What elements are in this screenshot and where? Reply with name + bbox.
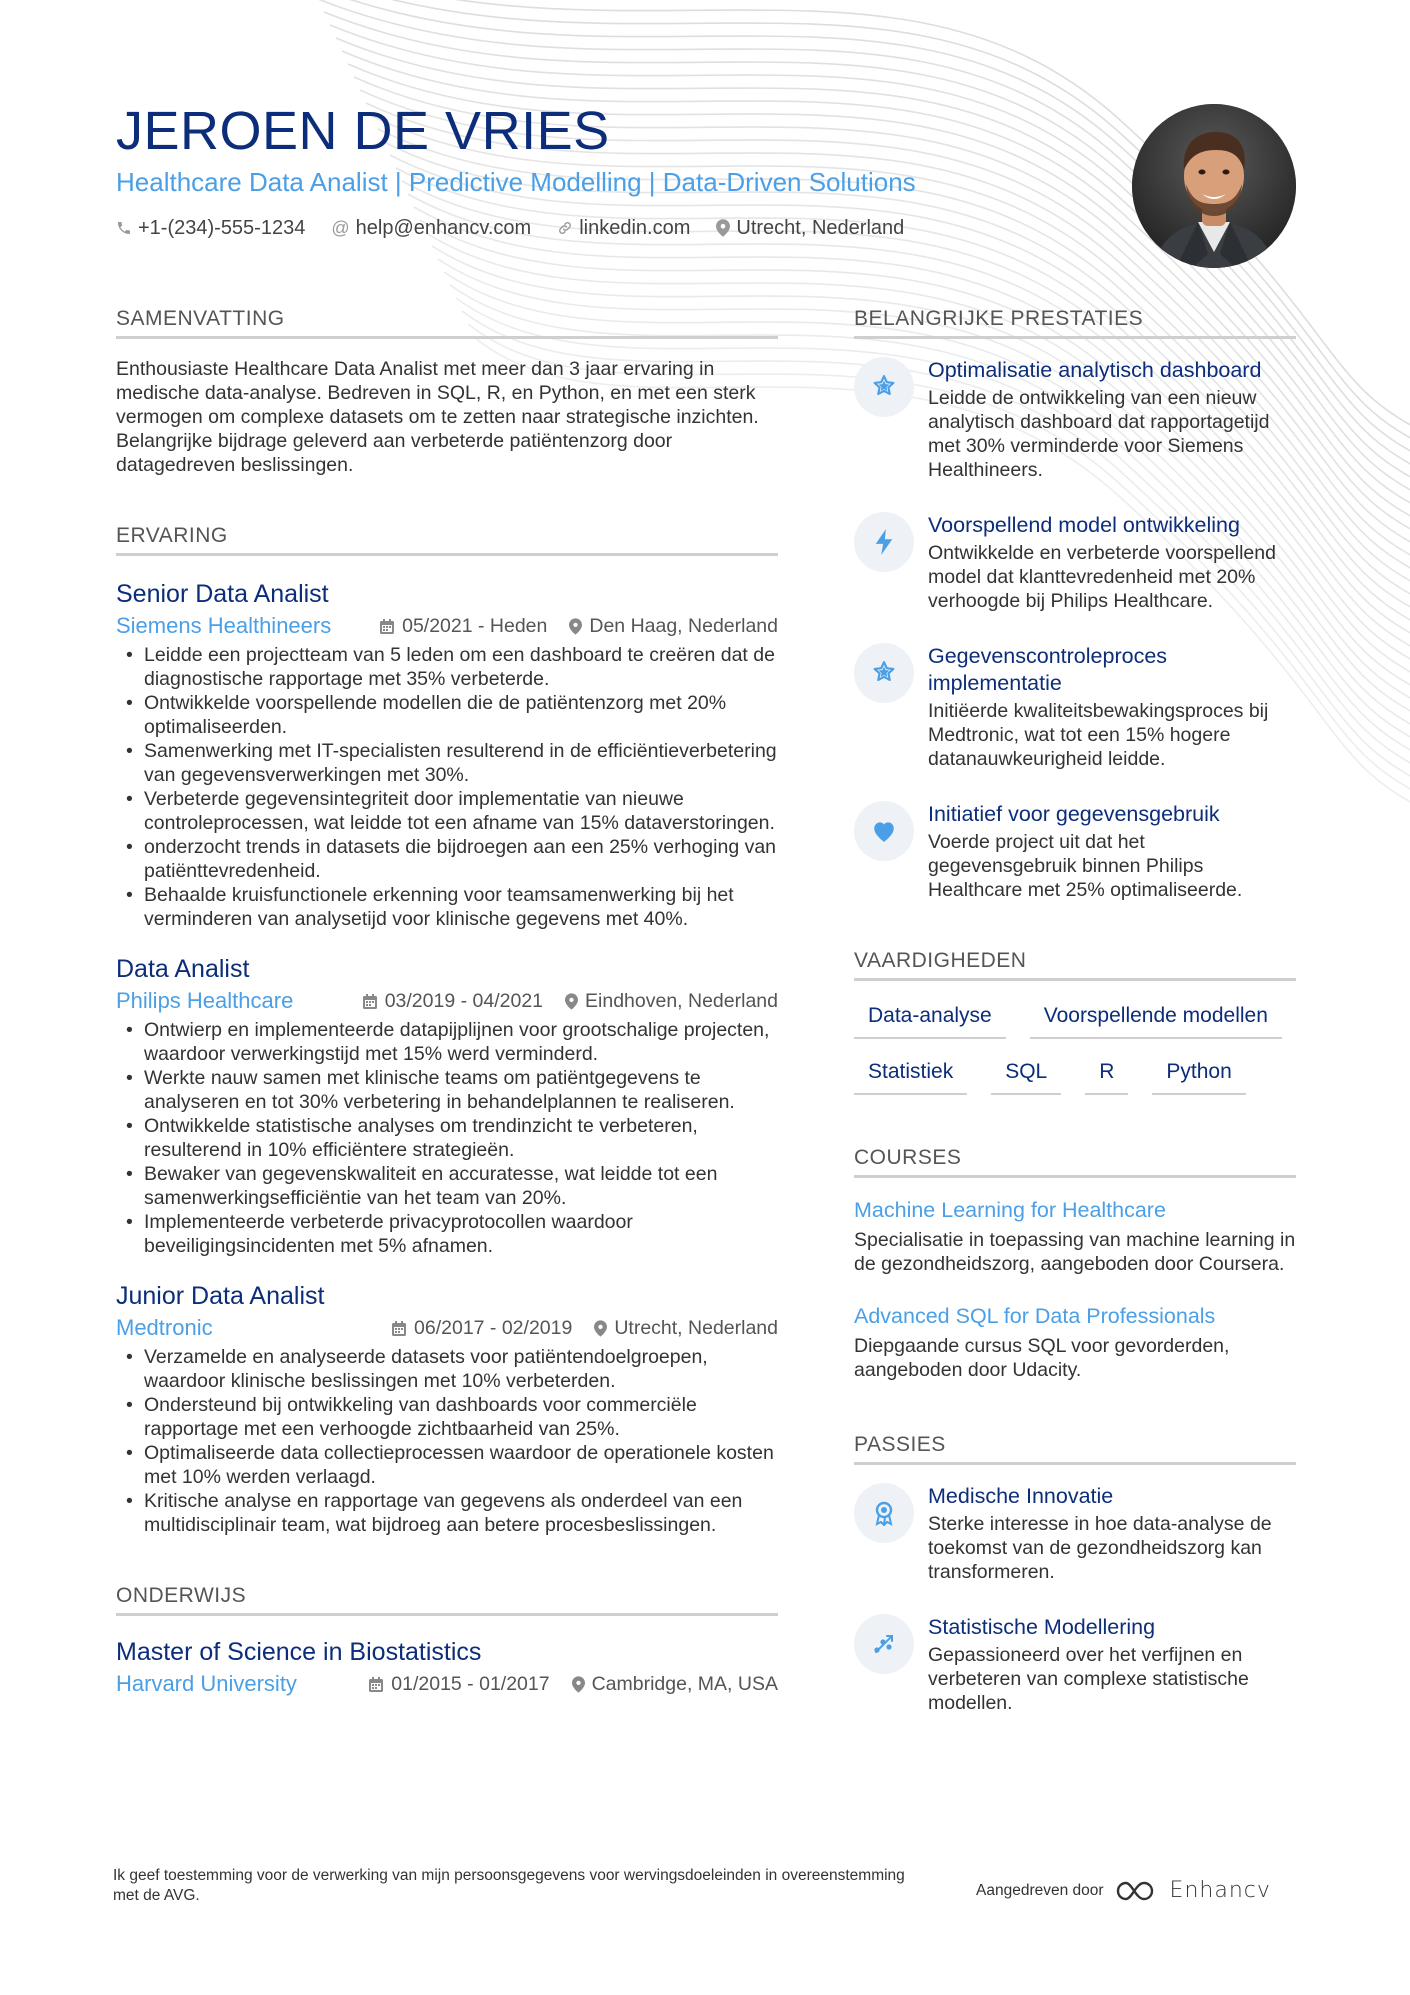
- job-location: [565, 988, 778, 1014]
- job-meta: [116, 988, 778, 1014]
- skills-section: [854, 948, 1296, 1095]
- calendar-icon: [368, 1676, 384, 1693]
- phone-text: +1-(234)-555-1234: [138, 217, 306, 239]
- passion-title: Medische Innovatie: [928, 1484, 1114, 1508]
- courses-heading: COURSES: [854, 1145, 1296, 1178]
- achievement-title: Initiatief voor gegevensgebruik: [928, 802, 1220, 826]
- award-icon: [854, 1483, 914, 1543]
- company-name: Philips Healthcare: [116, 988, 294, 1013]
- passions-heading: PASSIES: [854, 1432, 1296, 1465]
- summary-section: [116, 306, 778, 477]
- skill-tag: Data-analyse: [854, 1003, 1006, 1039]
- resume-header: [116, 98, 1116, 242]
- calendar-icon: [391, 1320, 407, 1337]
- bullet-item: • Kritische analyse en rapportage van gegevens als onderdeel van een multidisciplinair team, wat bijdroeg aan betere procesbeslissingen.: [116, 1489, 778, 1537]
- achievement-desc: Voerde project uit dat het gegevensgebruik binnen Philips Healthcare met 25% optimaliseerde.: [928, 831, 1243, 901]
- contact-location: [716, 214, 904, 242]
- calendar-icon: [362, 993, 378, 1010]
- achievement-desc: Initiëerde kwaliteitsbewakingsproces bij Medtronic, wat tot een 15% hogere datanauwkeurigheid leidde.: [928, 700, 1269, 770]
- experience-section: [116, 523, 778, 1537]
- location-pin-icon: [716, 219, 730, 237]
- star-badge-icon: [854, 357, 914, 417]
- contact-bar: [116, 214, 1116, 242]
- powered-by: [976, 1878, 1271, 1903]
- achievement-body: [928, 643, 1296, 771]
- degree-title: Master of Science in Biostatistics: [116, 1638, 482, 1666]
- phone-icon: [116, 220, 132, 236]
- bullet-item: • Ontwikkelde voorspellende modellen die de patiëntenzorg met 20% optimaliseerden.: [116, 691, 778, 739]
- location-text: Utrecht, Nederland: [614, 1317, 778, 1339]
- bullet-item: • Verzamelde en analyseerde datasets voor patiëntendoelgroepen, waardoor klinische beslissingen met 10% verbeterden.: [116, 1345, 778, 1393]
- job-title: Junior Data Analist: [116, 1282, 325, 1310]
- summary-text: Enthousiaste Healthcare Data Analist met meer dan 3 jaar ervaring in medische data-analyse. Bedreven in SQL, R, en Python, en met een sterk vermogen om complexe datasets om te zetten naar strategische inzichten. Belangrijke bijdrage geleverd aan verbeterde patiëntenzorg door datagedreven beslissingen.: [116, 358, 759, 476]
- experience-heading: ERVARING: [116, 523, 778, 556]
- location-pin-icon: [594, 1320, 607, 1337]
- candidate-name: JEROEN DE VRIES: [116, 101, 610, 161]
- achievement-body: [928, 357, 1296, 482]
- education-location: [572, 1671, 778, 1697]
- skills-heading: VAARDIGHEDEN: [854, 948, 1296, 981]
- education-heading: ONDERWIJS: [116, 1583, 778, 1616]
- summary-heading: SAMENVATTING: [116, 306, 778, 339]
- job-bullets: [116, 643, 778, 931]
- bullet-item: • Verbeterde gegevensintegriteit door implementatie van nieuwe controleprocessen, wat leidde tot een afname van 15% dataverstoringen.: [116, 787, 778, 835]
- dates-text: 03/2019 - 04/2021: [384, 990, 544, 1012]
- achievements-heading: BELANGRIJKE PRESTATIES: [854, 306, 1296, 339]
- job-bullets: [116, 1018, 778, 1258]
- contact-phone: [116, 214, 305, 242]
- passion-desc: Sterke interesse in hoe data-analyse de toekomst van de gezondheidszorg kan transformeren.: [928, 1513, 1272, 1583]
- achievement-desc: Leidde de ontwikkeling van een nieuw analytisch dashboard dat rapportagetijd met 30% verminderde voor Siemens Healthineers.: [928, 387, 1270, 481]
- bullet-item: • Ontwierp en implementeerde datapijplijnen voor grootschalige projecten, waardoor verwerkingstijd met 15% werd verminderd.: [116, 1018, 778, 1066]
- course-desc: Specialisatie in toepassing van machine learning in de gezondheidszorg, aangeboden door Coursera.: [854, 1229, 1296, 1275]
- contact-email[interactable]: [331, 214, 531, 242]
- left-column: [116, 306, 778, 1697]
- location-text: Cambridge, MA, USA: [591, 1673, 778, 1695]
- bullet-item: • Implementeerde verbeterde privacyprotocollen waardoor beveiligingsincidenten met 5% afnamen.: [116, 1210, 778, 1258]
- email-text[interactable]: help@enhancv.com: [355, 217, 532, 239]
- course-item: [854, 1302, 1296, 1382]
- company-name: Siemens Healthineers: [116, 613, 332, 638]
- bullet-item: • Ondersteund bij ontwikkeling van dashboards voor commerciële rapportage met een verhoogde zichtbaarheid van 25%.: [116, 1393, 778, 1441]
- powered-by-label: Aangedreven door: [976, 1881, 1104, 1899]
- courses-section: [854, 1145, 1296, 1382]
- skill-tag: R: [1085, 1059, 1128, 1095]
- job-dates: [379, 613, 547, 639]
- passions-section: [854, 1432, 1296, 1715]
- job-entry: [116, 578, 778, 931]
- dates-text: 05/2021 - Heden: [402, 615, 548, 637]
- education-entry: [116, 1636, 778, 1697]
- link-icon: [557, 220, 573, 236]
- passion-item: [854, 1483, 1296, 1584]
- job-meta: [116, 613, 778, 639]
- bullet-item: • Samenwerking met IT-specialisten resulterend in de efficiëntieverbetering van gegevensverwerkingen met 30%.: [116, 739, 778, 787]
- location-text: Eindhoven, Nederland: [585, 990, 778, 1012]
- job-dates: [362, 988, 543, 1014]
- achievement-title: Optimalisatie analytisch dashboard: [928, 358, 1262, 382]
- enhancv-logo-icon: [1114, 1879, 1160, 1903]
- job-dates: [391, 1315, 572, 1341]
- gdpr-consent: Ik geef toestemming voor de verwerking van mijn persoonsgegevens voor wervingsdoeleinden in overeenstemming met de AVG.: [113, 1867, 905, 1904]
- passion-item: [854, 1614, 1296, 1715]
- skills-list: [854, 1003, 1296, 1095]
- course-desc: Diepgaande cursus SQL voor gevorderden, aangeboden door Udacity.: [854, 1335, 1230, 1381]
- candidate-headline: Healthcare Data Analist | Predictive Modelling | Data-Driven Solutions: [116, 167, 916, 197]
- achievement-item: [854, 357, 1296, 482]
- star-badge-icon: [854, 643, 914, 703]
- bullet-item: • Werkte nauw samen met klinische teams om patiëntgegevens te analyseren en tot 30% verbetering in behandelplannen te realiseren.: [116, 1066, 778, 1114]
- education-dates: [368, 1671, 549, 1697]
- passion-body: [928, 1483, 1296, 1584]
- job-title: Data Analist: [116, 955, 250, 983]
- job-meta: [116, 1315, 778, 1341]
- education-meta: [116, 1671, 778, 1697]
- achievement-body: [928, 512, 1296, 613]
- calendar-icon: [379, 618, 395, 635]
- achievement-title: Gegevenscontroleproces implementatie: [928, 644, 1168, 695]
- heart-icon: [854, 801, 914, 861]
- right-column: [854, 306, 1296, 1715]
- achievement-desc: Ontwikkelde en verbeterde voorspellend model dat klanttevredenheid met 20% verhoogde bij Philips Healthcare.: [928, 542, 1276, 612]
- location-pin-icon: [572, 1676, 585, 1693]
- school-name: Harvard University: [116, 1671, 297, 1696]
- skill-tag: Voorspellende modellen: [1030, 1003, 1282, 1039]
- brand-name: Enhancv: [1169, 1878, 1271, 1903]
- course-item: [854, 1196, 1296, 1276]
- location-pin-icon: [565, 993, 578, 1010]
- passion-body: [928, 1614, 1296, 1715]
- location-text: Den Haag, Nederland: [589, 615, 778, 637]
- dates-text: 01/2015 - 01/2017: [391, 1673, 550, 1695]
- at-icon: @: [331, 218, 350, 238]
- skill-tag: SQL: [991, 1059, 1061, 1095]
- achievement-item: [854, 801, 1296, 902]
- location-pin-icon: [569, 618, 582, 635]
- achievement-item: [854, 512, 1296, 613]
- dates-text: 06/2017 - 02/2019: [414, 1317, 573, 1339]
- job-location: [569, 613, 778, 639]
- bullet-item: • Optimaliseerde data collectieprocessen waardoor de operationele kosten met 10% werden verlaagd.: [116, 1441, 778, 1489]
- job-title: Senior Data Analist: [116, 580, 329, 608]
- skill-tag: Statistiek: [854, 1059, 967, 1095]
- skill-tag: Python: [1152, 1059, 1245, 1095]
- bullet-item: • Bewaker van gegevenskwaliteit en accuratesse, wat leidde tot een samenwerkingsefficiëntie van het team van 20%.: [116, 1162, 778, 1210]
- achievement-item: [854, 643, 1296, 771]
- passion-title: Statistische Modellering: [928, 1615, 1156, 1639]
- passion-desc: Gepassioneerd over het verfijnen en verbeteren van complexe statistische modellen.: [928, 1644, 1249, 1714]
- education-section: [116, 1583, 778, 1697]
- scatter-chart-icon: [854, 1614, 914, 1674]
- bullet-item: • Leidde een projectteam van 5 leden om een dashboard te creëren dat de diagnostische rapportage met 35% verbeterde.: [116, 643, 778, 691]
- job-location: [594, 1315, 778, 1341]
- achievements-section: [854, 306, 1296, 902]
- achievement-title: Voorspellend model ontwikkeling: [928, 513, 1240, 537]
- course-title: Machine Learning for Healthcare: [854, 1198, 1166, 1222]
- bullet-item: • Behaalde kruisfunctionele erkenning voor teamsamenwerking bij het verminderen van analysetijd voor klinische gegevens met 40%.: [116, 883, 778, 931]
- linkedin-text[interactable]: linkedin.com: [579, 217, 691, 239]
- company-name: Medtronic: [116, 1315, 213, 1340]
- achievement-body: [928, 801, 1296, 902]
- course-title: Advanced SQL for Data Professionals: [854, 1304, 1216, 1328]
- contact-linkedin[interactable]: [557, 214, 690, 242]
- job-entry: [116, 953, 778, 1258]
- job-bullets: [116, 1345, 778, 1537]
- avatar: [1132, 104, 1296, 268]
- location-text: Utrecht, Nederland: [736, 217, 905, 239]
- lightning-icon: [854, 512, 914, 572]
- bullet-item: • onderzocht trends in datasets die bijdroegen aan een 25% verhoging van patiënttevredenheid.: [116, 835, 778, 883]
- job-entry: [116, 1280, 778, 1537]
- profile-photo: [1132, 104, 1296, 268]
- bullet-item: • Ontwikkelde statistische analyses om trendinzicht te verbeteren, resulterend in 10% efficiëntere strategieën.: [116, 1114, 778, 1162]
